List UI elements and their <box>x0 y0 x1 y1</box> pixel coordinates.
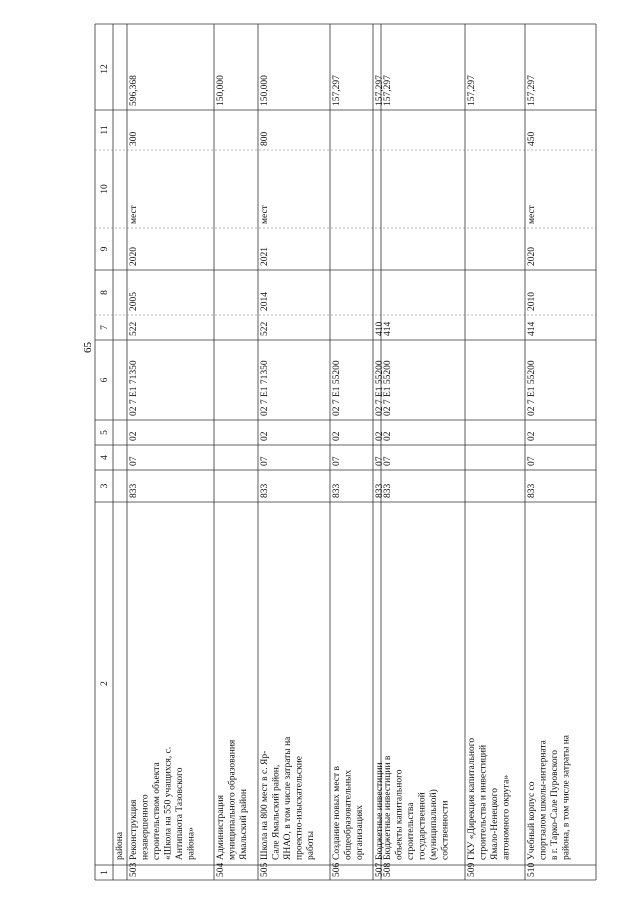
column-number-10: 10 <box>100 184 110 194</box>
cell-c4-r506: 07 <box>332 456 342 466</box>
row-name-line: строительства и инвестиций <box>478 744 489 860</box>
row-name-line: Сале Ямальский район, <box>271 764 282 860</box>
cell-c8-r503: 2005 <box>129 292 139 311</box>
column-number-1: 1 <box>100 870 110 875</box>
row-name-line: в г. Тарко-Сале Пуровского <box>550 749 560 860</box>
row-name-line: Ямальский район <box>239 789 249 860</box>
cell-c11-r503: 300 <box>129 131 139 146</box>
cell-c5-r510: 02 <box>527 431 537 441</box>
cell-c6-r510: 02 7 E1 55200 <box>527 360 537 416</box>
row-name-line: ГКУ «Дирекция капитального <box>467 737 477 860</box>
cell-c12-r503: 596,368 <box>129 75 139 106</box>
cell-c10-r503: мест <box>129 205 139 224</box>
cell-c5-r506: 02 <box>332 431 342 441</box>
cell-c6-r505: 02 7 E1 71350 <box>260 360 270 416</box>
row-number-505: 505 <box>260 862 270 877</box>
cell-c11-r505: 800 <box>260 131 270 146</box>
cell-c12-r504: 150,000 <box>216 75 226 106</box>
row-number-509: 509 <box>467 862 477 877</box>
row-name-line: объекты капитального <box>394 769 405 860</box>
row-name-line: Реконструкция <box>129 799 139 860</box>
cell-c4-r503: 07 <box>129 456 139 466</box>
cell-c6-r506: 02 7 E1 55200 <box>332 360 342 416</box>
column-number-5: 5 <box>100 430 110 435</box>
cell-c7-r508: 414 <box>383 321 393 336</box>
row-name-line: строительства <box>406 802 416 860</box>
row-name-line: собственности <box>440 800 451 860</box>
cell-c11-r510: 450 <box>527 131 537 146</box>
row-number-507: 507 <box>375 862 385 877</box>
cell-c10-r510: мест <box>527 205 537 224</box>
row-name-line: общеобразовательных <box>343 769 354 860</box>
row-name-line: спортзалом школы-интерната <box>538 740 549 860</box>
cell-c9-r505: 2021 <box>260 247 270 266</box>
cell-c3-r505: 833 <box>260 483 270 498</box>
cell-c9-r510: 2020 <box>527 247 537 266</box>
cell-c8-r510: 2010 <box>527 292 537 311</box>
cell-c12-r505: 150,000 <box>260 75 270 106</box>
cell-c12-r509: 157,297 <box>467 75 477 106</box>
column-number-6: 6 <box>100 377 110 383</box>
row-number-508: 508 <box>383 862 393 877</box>
column-number-3: 3 <box>100 483 110 489</box>
row-number-503: 503 <box>129 862 139 877</box>
row-name-line: Антипаюта Тазовского <box>175 767 185 860</box>
row-name-line: (муниципальной) <box>429 789 439 860</box>
column-number-4: 4 <box>100 455 110 460</box>
cell-c4-r508: 07 <box>383 456 393 466</box>
cell-c12-r508: 157,297 <box>383 75 393 106</box>
row-number-506: 506 <box>332 862 342 877</box>
cell-c7-r505: 522 <box>260 321 270 336</box>
row-name-line: Бюджетные инвестиции в <box>383 755 393 860</box>
row-name-line: района <box>115 831 125 860</box>
column-number-2: 2 <box>100 681 110 686</box>
column-number-12: 12 <box>100 64 110 74</box>
column-number-9: 9 <box>100 246 110 252</box>
cell-c8-r505: 2014 <box>260 292 270 311</box>
row-name-line: района» <box>186 827 197 860</box>
cell-c6-r507: 02 7 E1 55200 <box>375 360 385 416</box>
column-number-7: 7 <box>100 325 110 330</box>
cell-c5-r505: 02 <box>260 431 270 441</box>
cell-c4-r507: 07 <box>375 456 385 466</box>
cell-c5-r508: 02 <box>383 431 393 441</box>
column-number-11: 11 <box>100 125 110 135</box>
row-name-line: ЯНАО, в том числе затраты на <box>283 736 293 860</box>
row-number-510: 510 <box>527 862 537 877</box>
cell-c3-r510: 833 <box>527 483 537 498</box>
cell-c5-r503: 02 <box>129 431 139 441</box>
row-name-line: работы <box>306 831 316 860</box>
row-number-504: 504 <box>216 862 226 877</box>
cell-c3-r508: 833 <box>383 483 393 498</box>
row-name-line: строительством объекта <box>152 762 162 860</box>
cell-c12-r506: 157,297 <box>332 75 342 106</box>
cell-c4-r510: 07 <box>527 456 537 466</box>
cell-c10-r505: мест <box>260 205 270 224</box>
cell-c9-r503: 2020 <box>129 247 139 266</box>
cell-c4-r505: 07 <box>260 456 270 466</box>
cell-c3-r506: 833 <box>332 483 342 498</box>
row-name-line: муниципального образования <box>227 739 238 860</box>
cell-c3-r503: 833 <box>129 483 139 498</box>
page-number: 65 <box>82 342 94 353</box>
row-name-line: организациях <box>355 804 365 860</box>
row-name-line: автономного округа» <box>501 774 512 860</box>
table-body <box>95 24 596 880</box>
row-name-line: Учебный корпус со <box>527 781 537 860</box>
cell-c7-r507: 410 <box>375 321 385 336</box>
cell-c6-r508: 02 7 E1 55200 <box>383 360 393 416</box>
row-name-line: Создание новых мест в <box>332 766 342 860</box>
row-name-line: Ямало-Ненецкого <box>490 788 500 860</box>
cell-c7-r503: 522 <box>129 321 139 336</box>
row-name-line: «Школа на 550 учащихся, с. <box>163 746 174 860</box>
row-name-line: района, в том числе затраты на <box>561 734 572 860</box>
row-name-line: Бюджетные инвестиции <box>375 762 385 860</box>
cell-c6-r503: 02 7 E1 71350 <box>129 360 139 416</box>
row-name-line: незавершенного <box>140 794 151 860</box>
row-name-line: государственной <box>417 792 428 860</box>
cell-c5-r507: 02 <box>375 431 385 441</box>
cell-c3-r507: 833 <box>375 483 385 498</box>
row-name-line: проектно-изыскательские <box>294 755 305 860</box>
row-name-line: Школа на 800 мест в с. Яр- <box>260 750 270 860</box>
cell-c7-r510: 414 <box>527 321 537 336</box>
row-name-line: Администрация <box>216 795 226 860</box>
cell-c12-r507: 157,297 <box>375 75 385 106</box>
cell-c12-r510: 157,297 <box>527 75 537 106</box>
column-number-8: 8 <box>100 290 110 295</box>
